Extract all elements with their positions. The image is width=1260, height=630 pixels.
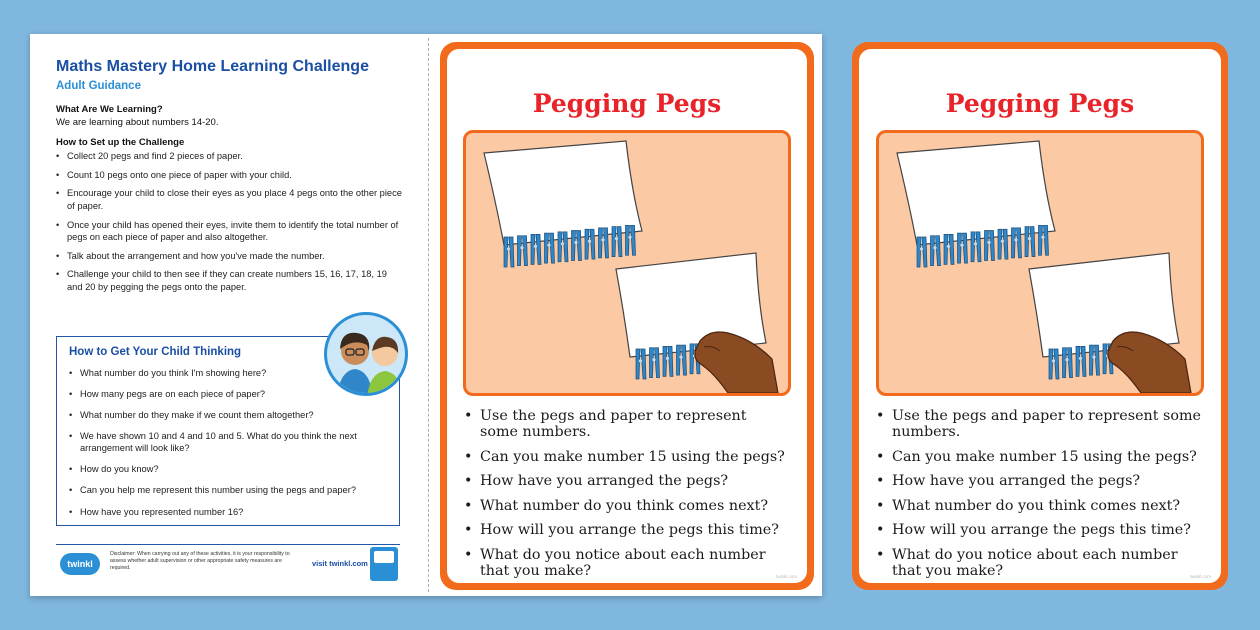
card-bullet: • How will you arrange the pegs this time?	[464, 522, 786, 538]
card-title: Pegging Pegs	[532, 89, 722, 118]
learning-text: We are learning about numbers 14-20.	[56, 117, 219, 128]
setup-step: • Once your child has opened their eyes, invite them to identify the total number of pegs on each piece of paper and also altogether.	[56, 219, 402, 244]
activity-card	[440, 42, 814, 590]
card-footer-text: twinkl.com	[775, 574, 797, 579]
setup-steps	[56, 150, 402, 293]
card-bullet: • How have you arranged the pegs?	[876, 473, 1202, 489]
peg	[931, 236, 935, 266]
peg	[504, 237, 508, 267]
card-bullet: • What number do you think comes next?	[464, 498, 786, 514]
peg	[1103, 344, 1107, 374]
setup-heading: How to Set up the Challenge	[56, 137, 185, 149]
card-title: Pegging Pegs	[945, 89, 1135, 118]
card-bullet: • Use the pegs and paper to represent some numbers.	[464, 408, 786, 440]
peg	[585, 229, 589, 259]
card-bullet: • What number do you think comes next?	[876, 498, 1202, 514]
peg	[636, 349, 640, 379]
card-body	[859, 49, 1221, 583]
activity-card	[852, 42, 1228, 590]
card-bullet: • How will you arrange the pegs this time?	[876, 522, 1202, 538]
peg	[650, 348, 654, 378]
disclaimer: Disclaimer: When carrying out any of these activities, it is your responsibility to assess whether adult supervision or other appropriate safety measures are required.	[110, 551, 290, 571]
thinking-question: • We have shown 10 and 4 and 10 and 5. What do you think the next arrangement will look like?	[69, 430, 389, 454]
card-bullet: • Can you make number 15 using the pegs?	[876, 449, 1202, 465]
setup-step: • Challenge your child to then see if they can create numbers 15, 16, 17, 18, 19 and 20 by pegging the pegs onto the paper.	[56, 268, 402, 293]
pegs-paper-illustration	[466, 133, 788, 393]
peg	[1039, 225, 1043, 255]
peg	[518, 236, 522, 266]
card-bullet: • Use the pegs and paper to represent some numbers.	[876, 408, 1202, 440]
peg	[558, 232, 562, 262]
peg	[917, 237, 921, 267]
card-picture	[876, 130, 1204, 396]
thinking-question: • What number do you think I'm showing here?	[69, 367, 389, 379]
peg	[677, 345, 681, 375]
peg	[531, 234, 535, 264]
peg	[690, 344, 694, 374]
peg	[663, 346, 667, 376]
setup-step: • Count 10 pegs onto one piece of paper with your child.	[56, 169, 402, 182]
setup-step: • Encourage your child to close their eyes as you place 4 pegs onto the other piece of paper.	[56, 187, 402, 212]
thinking-heading: How to Get Your Child Thinking	[69, 346, 242, 358]
peg	[1049, 349, 1053, 379]
card-bullets	[876, 408, 1202, 587]
guidance-footer	[56, 544, 400, 584]
card-bullet: • How have you arranged the pegs?	[464, 473, 786, 489]
thinking-question: • How many pegs are on each piece of paper?	[69, 388, 389, 400]
card-footer-text: twinkl.com	[1189, 574, 1211, 579]
thinking-question: • How have you represented number 16?	[69, 506, 389, 518]
children-illustration	[324, 312, 408, 396]
peg	[545, 233, 549, 263]
twinkl-logo[interactable]: twinkl	[60, 553, 100, 575]
peg	[958, 233, 962, 263]
peg	[971, 232, 975, 262]
card-bullets	[464, 408, 786, 587]
peg	[1063, 348, 1067, 378]
peg	[599, 228, 603, 258]
peg	[1090, 345, 1094, 375]
fold-line	[428, 38, 429, 592]
card-bullet: • Can you make number 15 using the pegs?	[464, 449, 786, 465]
peg	[998, 229, 1002, 259]
peg	[1076, 346, 1080, 376]
thinking-question: • What number do they make if we count them altogether?	[69, 409, 389, 421]
setup-step: • Collect 20 pegs and find 2 pieces of paper.	[56, 150, 402, 163]
peg	[1012, 228, 1016, 258]
guidance-content	[56, 58, 402, 299]
card-body	[447, 49, 807, 583]
guidance-title: Maths Mastery Home Learning Challenge	[56, 58, 369, 75]
peg	[626, 225, 630, 255]
learning-heading: What Are We Learning?	[56, 104, 163, 115]
peg	[612, 227, 616, 257]
guidance-subtitle: Adult Guidance	[56, 80, 141, 92]
pegs-paper-illustration	[879, 133, 1201, 393]
setup-step: • Talk about the arrangement and how you've made the number.	[56, 250, 402, 263]
thinking-questions	[69, 367, 389, 527]
card-bullet: • What do you notice about each number that you make?	[464, 547, 786, 579]
card-picture	[463, 130, 791, 396]
peg	[572, 231, 576, 261]
peg	[944, 234, 948, 264]
thinking-question: • How do you know?	[69, 463, 389, 475]
card-bullet: • What do you notice about each number that you make?	[876, 547, 1202, 579]
quality-badge-icon	[370, 547, 398, 581]
peg	[1025, 227, 1029, 257]
thinking-question: • Can you help me represent this number using the pegs and paper?	[69, 484, 389, 496]
peg	[985, 231, 989, 261]
visit-link[interactable]: visit twinkl.com	[312, 559, 368, 568]
